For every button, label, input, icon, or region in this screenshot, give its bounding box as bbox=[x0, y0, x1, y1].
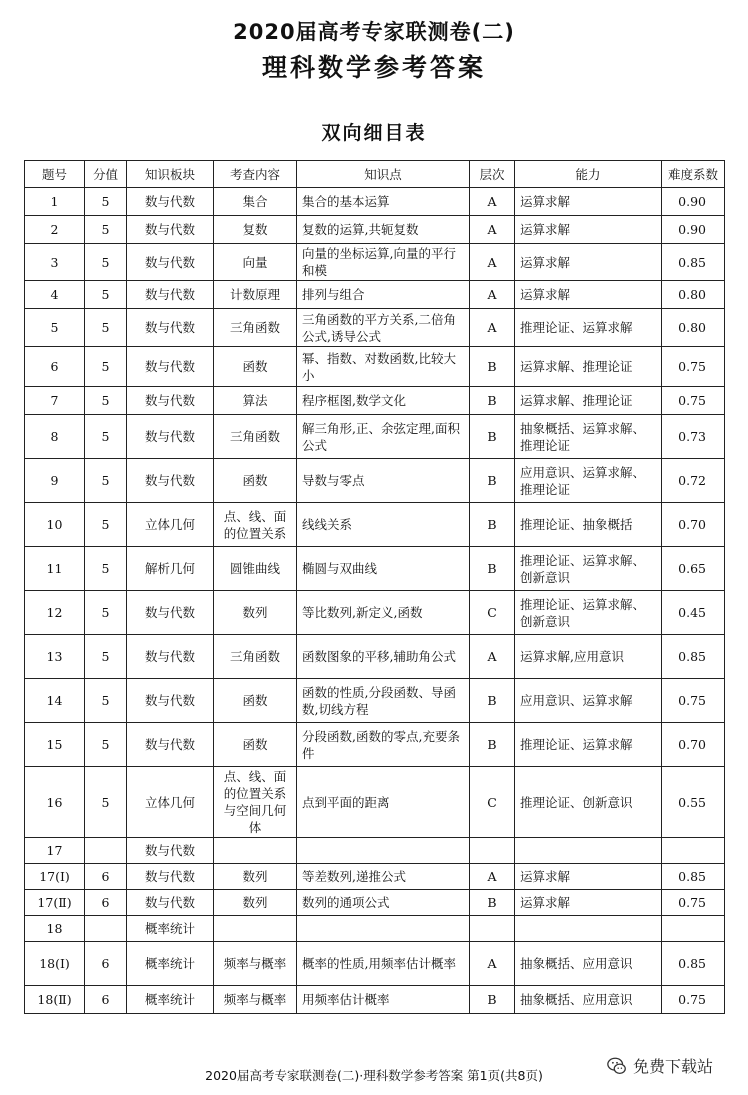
cell-content: 数列 bbox=[214, 591, 297, 635]
cell-level: A bbox=[470, 942, 515, 986]
cell-score: 5 bbox=[85, 767, 127, 838]
cell-difficulty: 0.75 bbox=[662, 387, 725, 415]
cell-ability: 运算求解 bbox=[515, 864, 662, 890]
cell-content: 频率与概率 bbox=[214, 942, 297, 986]
table-row bbox=[25, 890, 725, 916]
cell-content: 数列 bbox=[214, 864, 297, 890]
cell-point: 函数图象的平移,辅助角公式 bbox=[297, 635, 470, 679]
cell-no: 2 bbox=[25, 216, 85, 244]
cell-no: 15 bbox=[25, 723, 85, 767]
spec-table bbox=[24, 160, 725, 1014]
cell-level: A bbox=[470, 635, 515, 679]
table-row bbox=[25, 415, 725, 459]
cell-difficulty bbox=[662, 916, 725, 942]
col-header: 层次 bbox=[470, 161, 515, 188]
col-header: 难度系数 bbox=[662, 161, 725, 188]
cell-ability: 应用意识、运算求解 bbox=[515, 679, 662, 723]
cell-ability bbox=[515, 916, 662, 942]
cell-point: 三角函数的平方关系,二倍角公式,诱导公式 bbox=[297, 309, 470, 347]
cell-score: 5 bbox=[85, 387, 127, 415]
cell-ability: 应用意识、运算求解、推理论证 bbox=[515, 459, 662, 503]
col-header: 考查内容 bbox=[214, 161, 297, 188]
cell-content: 三角函数 bbox=[214, 415, 297, 459]
cell-score: 5 bbox=[85, 635, 127, 679]
cell-no: 9 bbox=[25, 459, 85, 503]
cell-content: 计数原理 bbox=[214, 281, 297, 309]
cell-score: 6 bbox=[85, 890, 127, 916]
cell-ability: 运算求解 bbox=[515, 188, 662, 216]
cell-level: B bbox=[470, 459, 515, 503]
cell-module: 数与代数 bbox=[127, 838, 214, 864]
cell-level: B bbox=[470, 415, 515, 459]
cell-module: 数与代数 bbox=[127, 591, 214, 635]
cell-no: 11 bbox=[25, 547, 85, 591]
table-row bbox=[25, 723, 725, 767]
cell-module: 概率统计 bbox=[127, 986, 214, 1014]
cell-difficulty: 0.65 bbox=[662, 547, 725, 591]
cell-difficulty: 0.70 bbox=[662, 723, 725, 767]
cell-score: 5 bbox=[85, 281, 127, 309]
cell-module: 数与代数 bbox=[127, 415, 214, 459]
cell-ability bbox=[515, 838, 662, 864]
table-row bbox=[25, 591, 725, 635]
cell-score: 5 bbox=[85, 309, 127, 347]
cell-difficulty: 0.55 bbox=[662, 767, 725, 838]
cell-no: 8 bbox=[25, 415, 85, 459]
cell-module: 数与代数 bbox=[127, 679, 214, 723]
cell-difficulty: 0.85 bbox=[662, 942, 725, 986]
cell-ability: 推理论证、运算求解 bbox=[515, 723, 662, 767]
cell-module: 数与代数 bbox=[127, 309, 214, 347]
cell-no: 5 bbox=[25, 309, 85, 347]
cell-difficulty: 0.73 bbox=[662, 415, 725, 459]
table-row bbox=[25, 635, 725, 679]
table-row bbox=[25, 347, 725, 387]
cell-level: B bbox=[470, 387, 515, 415]
cell-no: 7 bbox=[25, 387, 85, 415]
col-header: 知识点 bbox=[297, 161, 470, 188]
cell-content: 点、线、面的位置关系 bbox=[214, 503, 297, 547]
cell-score: 6 bbox=[85, 942, 127, 986]
cell-no: 14 bbox=[25, 679, 85, 723]
table-row bbox=[25, 916, 725, 942]
cell-score: 5 bbox=[85, 503, 127, 547]
cell-ability: 推理论证、抽象概括 bbox=[515, 503, 662, 547]
cell-score bbox=[85, 838, 127, 864]
cell-difficulty: 0.85 bbox=[662, 864, 725, 890]
cell-point: 程序框图,数学文化 bbox=[297, 387, 470, 415]
cell-no: 17 bbox=[25, 838, 85, 864]
table-row bbox=[25, 309, 725, 347]
cell-point: 用频率估计概率 bbox=[297, 986, 470, 1014]
cell-ability: 推理论证、运算求解 bbox=[515, 309, 662, 347]
table-row bbox=[25, 281, 725, 309]
cell-point: 点到平面的距离 bbox=[297, 767, 470, 838]
cell-difficulty: 0.72 bbox=[662, 459, 725, 503]
cell-content: 函数 bbox=[214, 459, 297, 503]
cell-score: 5 bbox=[85, 216, 127, 244]
cell-point: 函数的性质,分段函数、导函数,切线方程 bbox=[297, 679, 470, 723]
cell-no: 12 bbox=[25, 591, 85, 635]
cell-module: 立体几何 bbox=[127, 503, 214, 547]
cell-level: B bbox=[470, 347, 515, 387]
cell-module: 数与代数 bbox=[127, 635, 214, 679]
cell-content: 向量 bbox=[214, 244, 297, 281]
cell-module: 数与代数 bbox=[127, 864, 214, 890]
table-row bbox=[25, 188, 725, 216]
table-title: 双向细目表 bbox=[321, 122, 427, 144]
cell-module: 立体几何 bbox=[127, 767, 214, 838]
cell-point bbox=[297, 838, 470, 864]
answer-title: 理科数学参考答案 bbox=[261, 53, 486, 82]
cell-no: 18(Ⅱ) bbox=[25, 986, 85, 1014]
cell-content: 圆锥曲线 bbox=[214, 547, 297, 591]
cell-score: 5 bbox=[85, 547, 127, 591]
cell-module: 数与代数 bbox=[127, 459, 214, 503]
cell-module: 概率统计 bbox=[127, 916, 214, 942]
cell-ability: 抽象概括、应用意识 bbox=[515, 986, 662, 1014]
table-row bbox=[25, 547, 725, 591]
cell-ability: 运算求解 bbox=[515, 281, 662, 309]
table-row bbox=[25, 767, 725, 838]
table-row bbox=[25, 459, 725, 503]
cell-point: 等比数列,新定义,函数 bbox=[297, 591, 470, 635]
cell-score bbox=[85, 916, 127, 942]
cell-score: 5 bbox=[85, 188, 127, 216]
cell-level: A bbox=[470, 216, 515, 244]
col-header: 题号 bbox=[25, 161, 85, 188]
cell-point: 等差数列,递推公式 bbox=[297, 864, 470, 890]
cell-ability: 抽象概括、应用意识 bbox=[515, 942, 662, 986]
cell-score: 5 bbox=[85, 459, 127, 503]
cell-point bbox=[297, 916, 470, 942]
cell-no: 17(Ⅰ) bbox=[25, 864, 85, 890]
cell-difficulty: 0.45 bbox=[662, 591, 725, 635]
cell-content: 函数 bbox=[214, 347, 297, 387]
cell-level bbox=[470, 838, 515, 864]
cell-module: 数与代数 bbox=[127, 244, 214, 281]
cell-no: 3 bbox=[25, 244, 85, 281]
cell-content: 复数 bbox=[214, 216, 297, 244]
cell-no: 17(Ⅱ) bbox=[25, 890, 85, 916]
page-footer: 2020届高考专家联测卷(二)·理科数学参考答案 第1页(共8页) bbox=[205, 1068, 543, 1083]
cell-content bbox=[214, 838, 297, 864]
cell-score: 5 bbox=[85, 679, 127, 723]
cell-point: 分段函数,函数的零点,充要条件 bbox=[297, 723, 470, 767]
cell-level: C bbox=[470, 591, 515, 635]
cell-point: 解三角形,正、余弦定理,面积公式 bbox=[297, 415, 470, 459]
cell-difficulty: 0.90 bbox=[662, 188, 725, 216]
cell-no: 1 bbox=[25, 188, 85, 216]
table-row bbox=[25, 244, 725, 281]
cell-score: 6 bbox=[85, 986, 127, 1014]
cell-ability: 运算求解 bbox=[515, 890, 662, 916]
cell-content: 算法 bbox=[214, 387, 297, 415]
cell-difficulty: 0.80 bbox=[662, 281, 725, 309]
wechat-icon bbox=[606, 1055, 628, 1077]
col-header: 分值 bbox=[85, 161, 127, 188]
cell-no: 16 bbox=[25, 767, 85, 838]
table-row bbox=[25, 679, 725, 723]
cell-difficulty: 0.75 bbox=[662, 890, 725, 916]
cell-difficulty: 0.75 bbox=[662, 986, 725, 1014]
cell-level: A bbox=[470, 244, 515, 281]
cell-point: 集合的基本运算 bbox=[297, 188, 470, 216]
cell-content: 三角函数 bbox=[214, 309, 297, 347]
cell-module: 数与代数 bbox=[127, 216, 214, 244]
cell-no: 18 bbox=[25, 916, 85, 942]
cell-level: B bbox=[470, 986, 515, 1014]
cell-content: 函数 bbox=[214, 679, 297, 723]
cell-module: 数与代数 bbox=[127, 387, 214, 415]
cell-point: 排列与组合 bbox=[297, 281, 470, 309]
cell-difficulty: 0.75 bbox=[662, 679, 725, 723]
cell-content: 数列 bbox=[214, 890, 297, 916]
col-header: 能力 bbox=[515, 161, 662, 188]
cell-difficulty bbox=[662, 838, 725, 864]
cell-score: 5 bbox=[85, 723, 127, 767]
cell-no: 18(Ⅰ) bbox=[25, 942, 85, 986]
cell-difficulty: 0.70 bbox=[662, 503, 725, 547]
col-header: 知识板块 bbox=[127, 161, 214, 188]
cell-content: 集合 bbox=[214, 188, 297, 216]
cell-ability: 运算求解、推理论证 bbox=[515, 387, 662, 415]
cell-score: 6 bbox=[85, 864, 127, 890]
table-header-row bbox=[25, 161, 725, 188]
cell-level: A bbox=[470, 188, 515, 216]
cell-module: 数与代数 bbox=[127, 723, 214, 767]
cell-module: 数与代数 bbox=[127, 188, 214, 216]
table-row bbox=[25, 503, 725, 547]
cell-ability: 推理论证、创新意识 bbox=[515, 767, 662, 838]
cell-module: 数与代数 bbox=[127, 890, 214, 916]
cell-point: 概率的性质,用频率估计概率 bbox=[297, 942, 470, 986]
table-row bbox=[25, 986, 725, 1014]
cell-level: B bbox=[470, 890, 515, 916]
cell-content: 频率与概率 bbox=[214, 986, 297, 1014]
cell-ability: 运算求解 bbox=[515, 216, 662, 244]
cell-ability: 运算求解,应用意识 bbox=[515, 635, 662, 679]
watermark-text: 免费下载站 bbox=[633, 1057, 714, 1076]
cell-content: 点、线、面的位置关系与空间几何体 bbox=[214, 767, 297, 838]
cell-score: 5 bbox=[85, 591, 127, 635]
cell-module: 解析几何 bbox=[127, 547, 214, 591]
cell-level: B bbox=[470, 547, 515, 591]
cell-score: 5 bbox=[85, 347, 127, 387]
cell-difficulty: 0.80 bbox=[662, 309, 725, 347]
cell-point: 幂、指数、对数函数,比较大小 bbox=[297, 347, 470, 387]
cell-level: A bbox=[470, 864, 515, 890]
cell-level: B bbox=[470, 679, 515, 723]
cell-ability: 运算求解、推理论证 bbox=[515, 347, 662, 387]
table-row bbox=[25, 216, 725, 244]
cell-level: A bbox=[470, 281, 515, 309]
cell-score: 5 bbox=[85, 244, 127, 281]
cell-level: B bbox=[470, 723, 515, 767]
cell-content: 三角函数 bbox=[214, 635, 297, 679]
cell-point: 椭圆与双曲线 bbox=[297, 547, 470, 591]
cell-ability: 运算求解 bbox=[515, 244, 662, 281]
cell-score: 5 bbox=[85, 415, 127, 459]
cell-module: 概率统计 bbox=[127, 942, 214, 986]
cell-difficulty: 0.75 bbox=[662, 347, 725, 387]
cell-module: 数与代数 bbox=[127, 347, 214, 387]
cell-difficulty: 0.90 bbox=[662, 216, 725, 244]
cell-ability: 推理论证、运算求解、创新意识 bbox=[515, 591, 662, 635]
cell-difficulty: 0.85 bbox=[662, 635, 725, 679]
table-row bbox=[25, 838, 725, 864]
cell-point: 线线关系 bbox=[297, 503, 470, 547]
cell-level: B bbox=[470, 503, 515, 547]
cell-no: 10 bbox=[25, 503, 85, 547]
cell-point: 复数的运算,共轭复数 bbox=[297, 216, 470, 244]
cell-content bbox=[214, 916, 297, 942]
cell-level bbox=[470, 916, 515, 942]
exam-title: 2020届高考专家联测卷(二) bbox=[233, 20, 515, 44]
cell-no: 4 bbox=[25, 281, 85, 309]
table-row bbox=[25, 942, 725, 986]
table-row bbox=[25, 387, 725, 415]
cell-point: 导数与零点 bbox=[297, 459, 470, 503]
watermark bbox=[606, 1054, 713, 1077]
cell-no: 13 bbox=[25, 635, 85, 679]
cell-no: 6 bbox=[25, 347, 85, 387]
cell-level: C bbox=[470, 767, 515, 838]
cell-point: 向量的坐标运算,向量的平行和模 bbox=[297, 244, 470, 281]
cell-ability: 抽象概括、运算求解、推理论证 bbox=[515, 415, 662, 459]
cell-module: 数与代数 bbox=[127, 281, 214, 309]
cell-level: A bbox=[470, 309, 515, 347]
cell-point: 数列的通项公式 bbox=[297, 890, 470, 916]
cell-ability: 推理论证、运算求解、创新意识 bbox=[515, 547, 662, 591]
table-row bbox=[25, 864, 725, 890]
cell-difficulty: 0.85 bbox=[662, 244, 725, 281]
cell-content: 函数 bbox=[214, 723, 297, 767]
